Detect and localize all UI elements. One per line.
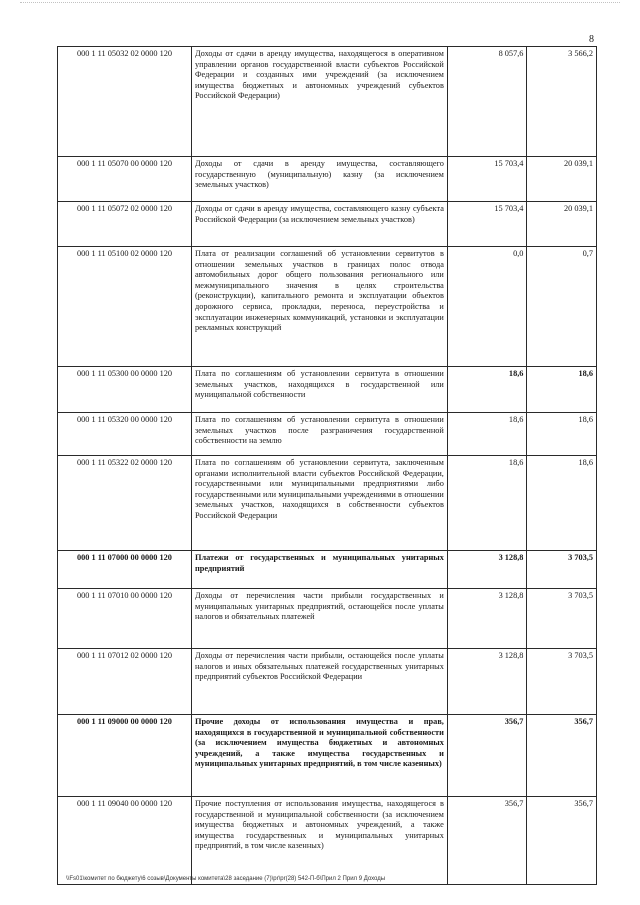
- row-value-1: 18,6: [447, 413, 527, 456]
- row-code: 000 1 11 05300 00 0000 120: [58, 367, 192, 413]
- row-code: 000 1 11 05070 00 0000 120: [58, 157, 192, 202]
- file-path-footer: \\Fs01\комитет по бюджету\6 созыв\Документы комитета\28 заседание (7)\pr\pr(28) 542-П-б\Прил 2 Прил 9 Доходы: [66, 876, 386, 882]
- table-row: [58, 413, 597, 456]
- row-name: Доходы от перечисления части прибыли государственных и муниципальных унитарных предприятий, остающейся после уплаты налогов и обязательных платежей: [191, 589, 447, 649]
- row-value-1: 3 128,8: [447, 589, 527, 649]
- row-value-2: 20 039,1: [527, 202, 597, 247]
- row-value-1: 356,7: [447, 797, 527, 885]
- table-row: [58, 456, 597, 551]
- row-code: 000 1 11 05322 02 0000 120: [58, 456, 192, 551]
- row-value-2: 20 039,1: [527, 157, 597, 202]
- row-code: 000 1 11 07000 00 0000 120: [58, 551, 192, 589]
- table-row: [58, 157, 597, 202]
- table-row: [58, 247, 597, 367]
- row-value-1: 0,0: [447, 247, 527, 367]
- row-code: 000 1 11 05320 00 0000 120: [58, 413, 192, 456]
- table-row: [58, 649, 597, 715]
- row-name: Плата по соглашениям об установлении сервитута в отношении земельных участков, находящихся в государственной или муниципальной собственности: [191, 367, 447, 413]
- row-value-2: 3 703,5: [527, 649, 597, 715]
- table-row: [58, 202, 597, 247]
- row-code: 000 1 11 05032 02 0000 120: [58, 47, 192, 157]
- row-name: Доходы от сдачи в аренду имущества, составляющего государственную (муниципальную) казну (за исключением земельных участков): [191, 157, 447, 202]
- row-value-1: 15 703,4: [447, 202, 527, 247]
- row-value-2: 3 703,5: [527, 589, 597, 649]
- row-name: Плата по соглашениям об установлении сервитута в отношении земельных участков после разграничения государственной собственности на землю: [191, 413, 447, 456]
- row-value-2: 18,6: [527, 413, 597, 456]
- row-code: 000 1 11 05072 02 0000 120: [58, 202, 192, 247]
- row-name: Доходы от сдачи в аренду имущества, находящегося в оперативном управлении органов государственной власти субъектов Российской Федерации и созданных ими учреждений (за исключением имущества бюджетных и автономных учреждений субъектов Российской Федерации): [191, 47, 447, 157]
- row-value-2: 356,7: [527, 797, 597, 885]
- row-name: Доходы от сдачи в аренду имущества, составляющего казну субъекта Российской Федерации (за исключением земельных участков): [191, 202, 447, 247]
- table-row: [58, 715, 597, 797]
- table-row: [58, 367, 597, 413]
- page-number: 8: [589, 34, 594, 45]
- row-value-1: 356,7: [447, 715, 527, 797]
- revenue-table: [57, 46, 597, 885]
- row-value-2: 18,6: [527, 367, 597, 413]
- row-value-2: 3 703,5: [527, 551, 597, 589]
- table-row: [58, 47, 597, 157]
- scan-header-noise: [20, 2, 620, 9]
- row-value-1: 8 057,6: [447, 47, 527, 157]
- row-code: 000 1 11 07012 02 0000 120: [58, 649, 192, 715]
- row-name: Плата от реализации соглашений об установлении сервитутов в отношении земельных участков в границах полос отвода автомобильных дорог общего пользования регионального или межмуниципального значения в целях строительства (реконструкции), капитального ремонта и эксплуатации объектов дорожного сервиса, прокладки, переноса, переустройства и эксплуатации инженерных коммуникаций, установки и эксплуатации рекламных конструкций: [191, 247, 447, 367]
- row-value-2: 18,6: [527, 456, 597, 551]
- row-code: 000 1 11 07010 00 0000 120: [58, 589, 192, 649]
- row-value-1: 18,6: [447, 456, 527, 551]
- row-name: Плата по соглашениям об установлении сервитута, заключенным органами исполнительной власти субъектов Российской Федерации, государственными или муниципальными предприятиями либо государственными или муниципальными учреждениями в отношении земельных участков, находящихся в собственности субъектов Российской Федерации: [191, 456, 447, 551]
- row-value-2: 0,7: [527, 247, 597, 367]
- row-value-1: 3 128,8: [447, 649, 527, 715]
- row-value-1: 18,6: [447, 367, 527, 413]
- row-name: Прочие поступления от использования имущества, находящегося в государственной и муниципальной собственности (за исключением имущества бюджетных и автономных учреждений, а также имущества государственных и муниципальных унитарных предприятий, в том числе казенных): [191, 797, 447, 885]
- row-name: Доходы от перечисления части прибыли, остающейся после уплаты налогов и иных обязательных платежей государственных унитарных предприятий субъектов Российской Федерации: [191, 649, 447, 715]
- table-row: [58, 589, 597, 649]
- table-row: [58, 797, 597, 885]
- row-code: 000 1 11 05100 02 0000 120: [58, 247, 192, 367]
- row-value-1: 15 703,4: [447, 157, 527, 202]
- row-code: 000 1 11 09000 00 0000 120: [58, 715, 192, 797]
- row-value-1: 3 128,8: [447, 551, 527, 589]
- row-code: 000 1 11 09040 00 0000 120: [58, 797, 192, 885]
- row-value-2: 356,7: [527, 715, 597, 797]
- row-name: Прочие доходы от использования имущества и прав, находящихся в государственной и муниципальной собственности (за исключением имущества бюджетных и автономных учреждений, а также имущества государственных и муниципальных унитарных предприятий, в том числе казенных): [191, 715, 447, 797]
- table-row: [58, 551, 597, 589]
- row-name: Платежи от государственных и муниципальных унитарных предприятий: [191, 551, 447, 589]
- row-value-2: 3 566,2: [527, 47, 597, 157]
